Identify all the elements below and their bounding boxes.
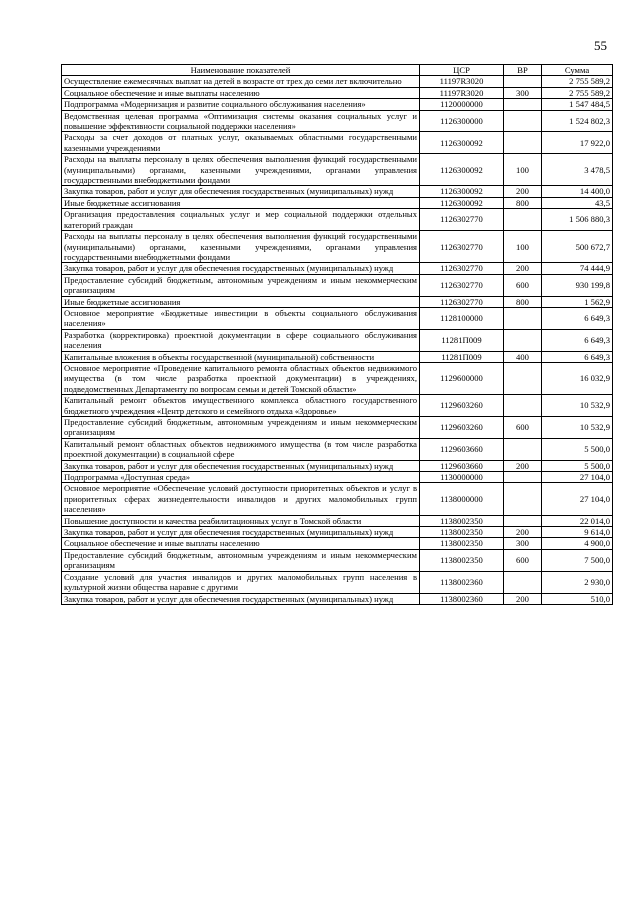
row-csr: 1126302770	[420, 231, 504, 263]
row-name: Подпрограмма «Модернизация и развитие социального обслуживания населения»	[62, 99, 420, 110]
row-vr: 300	[504, 87, 542, 98]
row-csr: 1138002350	[420, 549, 504, 571]
row-sum: 2 755 589,2	[542, 76, 613, 87]
row-vr: 200	[504, 593, 542, 604]
table-row	[62, 395, 613, 417]
table-row	[62, 351, 613, 362]
row-sum: 1 562,9	[542, 296, 613, 307]
budget-table	[61, 64, 613, 605]
page-number: 55	[594, 38, 607, 53]
row-vr	[504, 483, 542, 515]
row-name: Осуществление ежемесячных выплат на детей в возрасте от трех до семи лет включительно	[62, 76, 420, 87]
row-csr: 1126302770	[420, 274, 504, 296]
table-row	[62, 274, 613, 296]
table-row	[62, 197, 613, 208]
row-vr	[504, 472, 542, 483]
table-row	[62, 76, 613, 87]
row-vr	[504, 132, 542, 154]
row-csr: 1129603660	[420, 438, 504, 460]
row-vr: 400	[504, 351, 542, 362]
row-name: Предоставление субсидий бюджетным, автономным учреждениям и иным некоммерческим организациям	[62, 274, 420, 296]
row-vr: 200	[504, 263, 542, 274]
row-name: Основное мероприятие «Обеспечение условий доступности приоритетных объектов и услуг в приоритетных сферах жизнедеятельности инвалидов и других маломобильных групп населения»	[62, 483, 420, 515]
row-csr: 1138002350	[420, 527, 504, 538]
table-row	[62, 483, 613, 515]
row-vr	[504, 329, 542, 351]
row-name: Иные бюджетные ассигнования	[62, 197, 420, 208]
row-sum: 6 649,3	[542, 351, 613, 362]
table-body	[62, 76, 613, 605]
row-name: Капитальный ремонт областных объектов недвижимого имущества (в том числе разработка проектной документации) в социальной сфере	[62, 438, 420, 460]
row-csr: 1129600000	[420, 362, 504, 394]
row-name: Капитальный ремонт объектов имущественного комплекса областного государственного бюджетного учреждения «Центр детского и семейного отдыха «Здоровье»	[62, 395, 420, 417]
table-row	[62, 527, 613, 538]
row-csr: 1126302770	[420, 209, 504, 231]
table-row	[62, 154, 613, 186]
header-name: Наименование показателей	[62, 65, 420, 76]
row-name: Повышение доступности и качества реабилитационных услуг в Томской области	[62, 515, 420, 526]
row-name: Закупка товаров, работ и услуг для обеспечения государственных (муниципальных) нужд	[62, 527, 420, 538]
row-vr: 600	[504, 274, 542, 296]
table-row	[62, 515, 613, 526]
row-name: Расходы на выплаты персоналу в целях обеспечения выполнения функций государственными (муниципальными) органами, казенными учреждениями, органами управления государственными внебюджетными фондами	[62, 231, 420, 263]
header-csr: ЦСР	[420, 65, 504, 76]
row-name: Иные бюджетные ассигнования	[62, 296, 420, 307]
row-csr: 11281П009	[420, 351, 504, 362]
row-csr: 1138002360	[420, 571, 504, 593]
row-sum: 10 532,9	[542, 417, 613, 439]
row-csr: 1128100000	[420, 307, 504, 329]
row-vr: 100	[504, 154, 542, 186]
row-vr: 800	[504, 197, 542, 208]
row-sum: 74 444,9	[542, 263, 613, 274]
row-sum: 9 614,0	[542, 527, 613, 538]
row-csr: 1129603260	[420, 395, 504, 417]
row-sum: 5 500,0	[542, 460, 613, 471]
row-csr: 1126300092	[420, 186, 504, 197]
row-vr	[504, 438, 542, 460]
row-name: Основное мероприятие «Бюджетные инвестиции в объекты социального обслуживания населения»	[62, 307, 420, 329]
row-name: Социальное обеспечение и иные выплаты населению	[62, 87, 420, 98]
row-vr: 300	[504, 538, 542, 549]
row-vr	[504, 99, 542, 110]
row-sum: 1 506 880,3	[542, 209, 613, 231]
table-row	[62, 87, 613, 98]
row-sum: 2 755 589,2	[542, 87, 613, 98]
row-vr	[504, 110, 542, 132]
row-name: Разработка (корректировка) проектной документации в сфере социального обслуживания населения	[62, 329, 420, 351]
table-row	[62, 132, 613, 154]
row-csr: 1130000000	[420, 472, 504, 483]
row-name: Закупка товаров, работ и услуг для обеспечения государственных (муниципальных) нужд	[62, 186, 420, 197]
row-sum: 4 900,0	[542, 538, 613, 549]
row-csr: 1138000000	[420, 483, 504, 515]
row-vr	[504, 76, 542, 87]
row-sum: 7 500,0	[542, 549, 613, 571]
row-csr: 1126300092	[420, 154, 504, 186]
table-row	[62, 110, 613, 132]
row-name: Расходы за счет доходов от платных услуг, оказываемых областными государственными казенными учреждениями	[62, 132, 420, 154]
row-sum: 2 930,0	[542, 571, 613, 593]
row-name: Предоставление субсидий бюджетным, автономным учреждениям и иным некоммерческим организациям	[62, 549, 420, 571]
table-row	[62, 263, 613, 274]
row-sum: 510,0	[542, 593, 613, 604]
row-csr: 1129603260	[420, 417, 504, 439]
row-name: Ведомственная целевая программа «Оптимизация системы оказания социальных услуг и повышение эффективности социальной поддержки населения»	[62, 110, 420, 132]
table-row	[62, 460, 613, 471]
table-row	[62, 571, 613, 593]
row-name: Основное мероприятие «Проведение капитального ремонта областных объектов недвижимого имущества (в том числе разработка проектной документации) в учреждениях, подведомственных Департаменту по вопросам семьи и детей Томской области»	[62, 362, 420, 394]
row-sum: 6 649,3	[542, 329, 613, 351]
row-name: Предоставление субсидий бюджетным, автономным учреждениям и иным некоммерческим организациям	[62, 417, 420, 439]
table-row	[62, 186, 613, 197]
table-row	[62, 99, 613, 110]
row-csr: 1126302770	[420, 263, 504, 274]
table-row	[62, 549, 613, 571]
row-csr: 1126302770	[420, 296, 504, 307]
row-csr: 11197R3020	[420, 87, 504, 98]
row-csr: 11197R3020	[420, 76, 504, 87]
table-row	[62, 307, 613, 329]
row-sum: 27 104,0	[542, 483, 613, 515]
row-csr: 1126300092	[420, 197, 504, 208]
row-sum: 43,5	[542, 197, 613, 208]
row-csr: 1129603660	[420, 460, 504, 471]
table-row	[62, 438, 613, 460]
row-sum: 16 032,9	[542, 362, 613, 394]
row-name: Социальное обеспечение и иные выплаты населению	[62, 538, 420, 549]
row-vr	[504, 395, 542, 417]
row-csr: 1126300000	[420, 110, 504, 132]
row-vr: 800	[504, 296, 542, 307]
row-sum: 27 104,0	[542, 472, 613, 483]
row-sum: 930 199,8	[542, 274, 613, 296]
row-sum: 10 532,9	[542, 395, 613, 417]
row-csr: 11281П009	[420, 329, 504, 351]
table-row	[62, 329, 613, 351]
header-sum: Сумма	[542, 65, 613, 76]
header-vr: ВР	[504, 65, 542, 76]
row-csr: 1120000000	[420, 99, 504, 110]
row-name: Создание условий для участия инвалидов и других маломобильных групп населения в культурной жизни общества наравне с другими	[62, 571, 420, 593]
row-vr: 600	[504, 549, 542, 571]
table-header-row	[62, 65, 613, 76]
row-sum: 22 014,0	[542, 515, 613, 526]
table-row	[62, 538, 613, 549]
row-vr	[504, 209, 542, 231]
row-vr: 200	[504, 460, 542, 471]
row-name: Организация предоставления социальных услуг и мер социальной поддержки отдельных категорий граждан	[62, 209, 420, 231]
table-row	[62, 417, 613, 439]
row-vr: 100	[504, 231, 542, 263]
row-csr: 1138002350	[420, 538, 504, 549]
row-vr	[504, 571, 542, 593]
row-name: Расходы на выплаты персоналу в целях обеспечения выполнения функций государственными (муниципальными) органами, казенными учреждениями, органами управления государственными внебюджетными фондами	[62, 154, 420, 186]
row-vr	[504, 307, 542, 329]
row-sum: 1 547 484,5	[542, 99, 613, 110]
row-sum: 14 400,0	[542, 186, 613, 197]
row-vr	[504, 362, 542, 394]
row-csr: 1138002350	[420, 515, 504, 526]
row-sum: 5 500,0	[542, 438, 613, 460]
row-csr: 1138002360	[420, 593, 504, 604]
row-vr: 200	[504, 527, 542, 538]
row-name: Закупка товаров, работ и услуг для обеспечения государственных (муниципальных) нужд	[62, 263, 420, 274]
table-row	[62, 231, 613, 263]
row-name: Подпрограмма «Доступная среда»	[62, 472, 420, 483]
row-vr: 600	[504, 417, 542, 439]
row-csr: 1126300092	[420, 132, 504, 154]
row-vr	[504, 515, 542, 526]
table-row	[62, 209, 613, 231]
row-vr: 200	[504, 186, 542, 197]
row-sum: 17 922,0	[542, 132, 613, 154]
row-sum: 6 649,3	[542, 307, 613, 329]
table-row	[62, 472, 613, 483]
table-row	[62, 593, 613, 604]
row-sum: 3 478,5	[542, 154, 613, 186]
row-name: Закупка товаров, работ и услуг для обеспечения государственных (муниципальных) нужд	[62, 593, 420, 604]
row-sum: 500 672,7	[542, 231, 613, 263]
table-row	[62, 296, 613, 307]
row-name: Капитальные вложения в объекты государственной (муниципальной) собственности	[62, 351, 420, 362]
row-sum: 1 524 802,3	[542, 110, 613, 132]
table-row	[62, 362, 613, 394]
row-name: Закупка товаров, работ и услуг для обеспечения государственных (муниципальных) нужд	[62, 460, 420, 471]
